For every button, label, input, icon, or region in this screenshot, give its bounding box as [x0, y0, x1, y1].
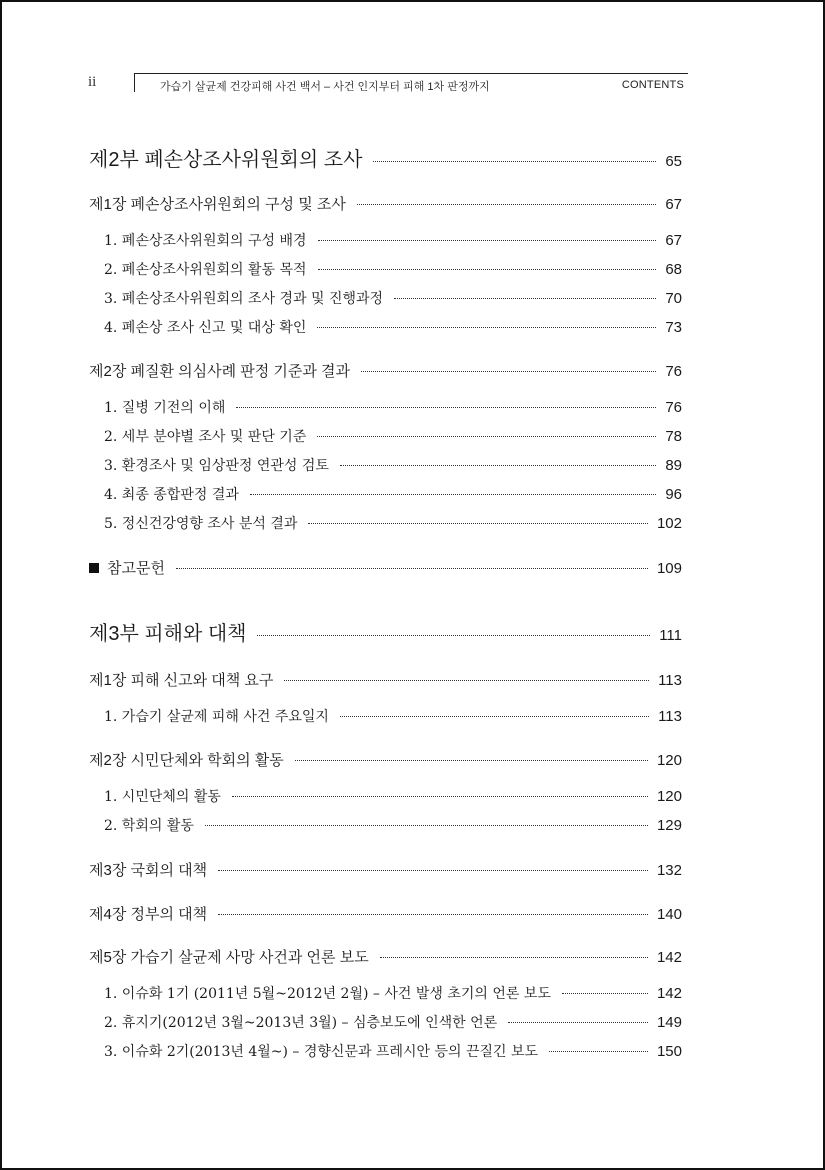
toc-section[interactable] [89, 786, 682, 806]
toc-section[interactable] [89, 397, 682, 417]
dot-leader [250, 494, 656, 495]
dot-leader [508, 1022, 648, 1023]
dot-leader [340, 716, 649, 717]
toc-label: 3. 환경조사 및 임상판정 연관성 검토 [104, 458, 329, 474]
page-number: ii [88, 74, 97, 90]
toc-page: 78 [665, 428, 682, 445]
toc-label: 1. 가습기 살균제 피해 사건 주요일지 [104, 709, 329, 725]
toc-page: 150 [656, 1043, 682, 1060]
dot-leader [218, 914, 648, 915]
toc-page: 129 [656, 817, 682, 834]
toc-page: 120 [656, 788, 682, 805]
toc-section[interactable] [89, 230, 682, 250]
toc-section[interactable] [89, 455, 682, 475]
toc-section[interactable] [89, 1012, 682, 1032]
toc-section[interactable] [89, 815, 682, 835]
square-bullet-icon [89, 563, 99, 573]
dot-leader [205, 825, 648, 826]
toc-label: 2. 폐손상조사위원회의 활동 목적 [104, 262, 307, 278]
dot-leader [257, 635, 650, 636]
toc-label: 1. 시민단체의 활동 [104, 789, 221, 805]
dot-leader [394, 298, 656, 299]
toc-chapter[interactable] [89, 859, 682, 880]
dot-leader [357, 204, 656, 205]
toc-page: 113 [658, 672, 682, 689]
toc-page: 120 [656, 752, 682, 769]
toc-part-2[interactable] [89, 143, 682, 172]
dot-leader [232, 796, 648, 797]
dot-leader [361, 371, 656, 372]
section-label: CONTENTS [621, 79, 684, 91]
toc-label: 제1장 폐손상조사위원회의 구성 및 조사 [89, 196, 346, 213]
toc-label: 제2부 폐손상조사위원회의 조사 [89, 149, 363, 171]
toc-page: 67 [665, 196, 682, 213]
toc-section[interactable] [89, 1041, 682, 1061]
toc-page: 70 [665, 290, 682, 307]
toc-page: 113 [658, 708, 682, 725]
toc-label: 4. 폐손상 조사 신고 및 대상 확인 [104, 320, 307, 336]
toc-page: 68 [665, 261, 682, 278]
toc-section[interactable] [89, 259, 682, 279]
dot-leader [380, 957, 648, 958]
toc-page: 111 [659, 627, 682, 644]
toc-section[interactable] [89, 706, 682, 726]
toc-page: 89 [665, 457, 682, 474]
dot-leader [317, 436, 656, 437]
toc-page: 142 [656, 985, 682, 1002]
toc-label: 참고문헌 [107, 560, 165, 577]
toc-page: 73 [665, 319, 682, 336]
toc-chapter[interactable] [89, 669, 682, 690]
toc-page: 142 [656, 949, 682, 966]
dot-leader [318, 269, 657, 270]
dot-leader [340, 465, 656, 466]
toc-page: 149 [656, 1014, 682, 1031]
toc-section[interactable] [89, 317, 682, 337]
toc-page: 102 [656, 515, 682, 532]
toc-label: 제4장 정부의 대책 [89, 906, 208, 923]
toc-chapter[interactable] [89, 360, 682, 381]
toc-label: 2. 휴지기(2012년 3월~2013년 3월) – 심층보도에 인색한 언론 [104, 1015, 498, 1031]
running-title: 가습기 살균제 건강피해 사건 백서 – 사건 인지부터 피해 1차 판정까지 [160, 81, 490, 93]
toc-references-title [89, 557, 165, 578]
toc-label: 1. 폐손상조사위원회의 구성 배경 [104, 233, 307, 249]
header-divider-horizontal [134, 73, 688, 74]
dot-leader [562, 993, 648, 994]
toc-page: 96 [665, 486, 682, 503]
toc-section[interactable] [89, 513, 682, 533]
toc-label: 3. 폐손상조사위원회의 조사 경과 및 진행과정 [104, 291, 384, 307]
toc-chapter[interactable] [89, 749, 682, 770]
toc-section[interactable] [89, 983, 682, 1003]
toc-label: 5. 정신건강영향 조사 분석 결과 [104, 516, 298, 532]
toc-references[interactable] [89, 557, 682, 578]
toc-page: 109 [656, 560, 682, 577]
toc-label: 1. 이슈화 1기 (2011년 5월~2012년 2월) – 사건 발생 초기의 언론 보도 [104, 986, 551, 1002]
toc-section[interactable] [89, 426, 682, 446]
toc-page: 140 [656, 906, 682, 923]
toc-page: 76 [665, 399, 682, 416]
dot-leader [308, 523, 648, 524]
toc-label: 제2장 폐질환 의심사례 판정 기준과 결과 [89, 363, 351, 380]
toc-section[interactable] [89, 484, 682, 504]
dot-leader [373, 161, 656, 162]
dot-leader [176, 568, 648, 569]
toc-label: 제2장 시민단체와 학회의 활동 [89, 752, 284, 769]
dot-leader [317, 327, 656, 328]
dot-leader [236, 407, 656, 408]
dot-leader [284, 680, 649, 681]
toc-label: 2. 세부 분야별 조사 및 판단 기준 [104, 429, 307, 445]
toc-label: 제3장 국회의 대책 [89, 862, 208, 879]
toc-label: 제5장 가습기 살균제 사망 사건과 언론 보도 [89, 949, 369, 966]
toc-section[interactable] [89, 288, 682, 308]
toc-page: 67 [665, 232, 682, 249]
header-divider-vertical [134, 73, 135, 92]
toc-part-3[interactable] [89, 617, 682, 646]
dot-leader [318, 240, 657, 241]
toc-page: 76 [665, 363, 682, 380]
dot-leader [295, 760, 648, 761]
toc-chapter[interactable] [89, 903, 682, 924]
toc-label: 4. 최종 종합판정 결과 [104, 487, 239, 503]
toc-chapter[interactable] [89, 193, 682, 214]
toc-page: 65 [665, 153, 682, 170]
toc-label: 2. 학회의 활동 [104, 818, 194, 834]
dot-leader [218, 870, 648, 871]
toc-page: 132 [656, 862, 682, 879]
toc-label: 제3부 피해와 대책 [89, 623, 247, 645]
toc-label: 3. 이슈화 2기(2013년 4월~) – 경향신문과 프레시안 등의 끈질긴 보도 [104, 1044, 539, 1060]
toc-label: 제1장 피해 신고와 대책 요구 [89, 672, 274, 689]
toc-label: 1. 질병 기전의 이해 [104, 400, 226, 416]
toc-chapter[interactable] [89, 946, 682, 967]
dot-leader [549, 1051, 648, 1052]
